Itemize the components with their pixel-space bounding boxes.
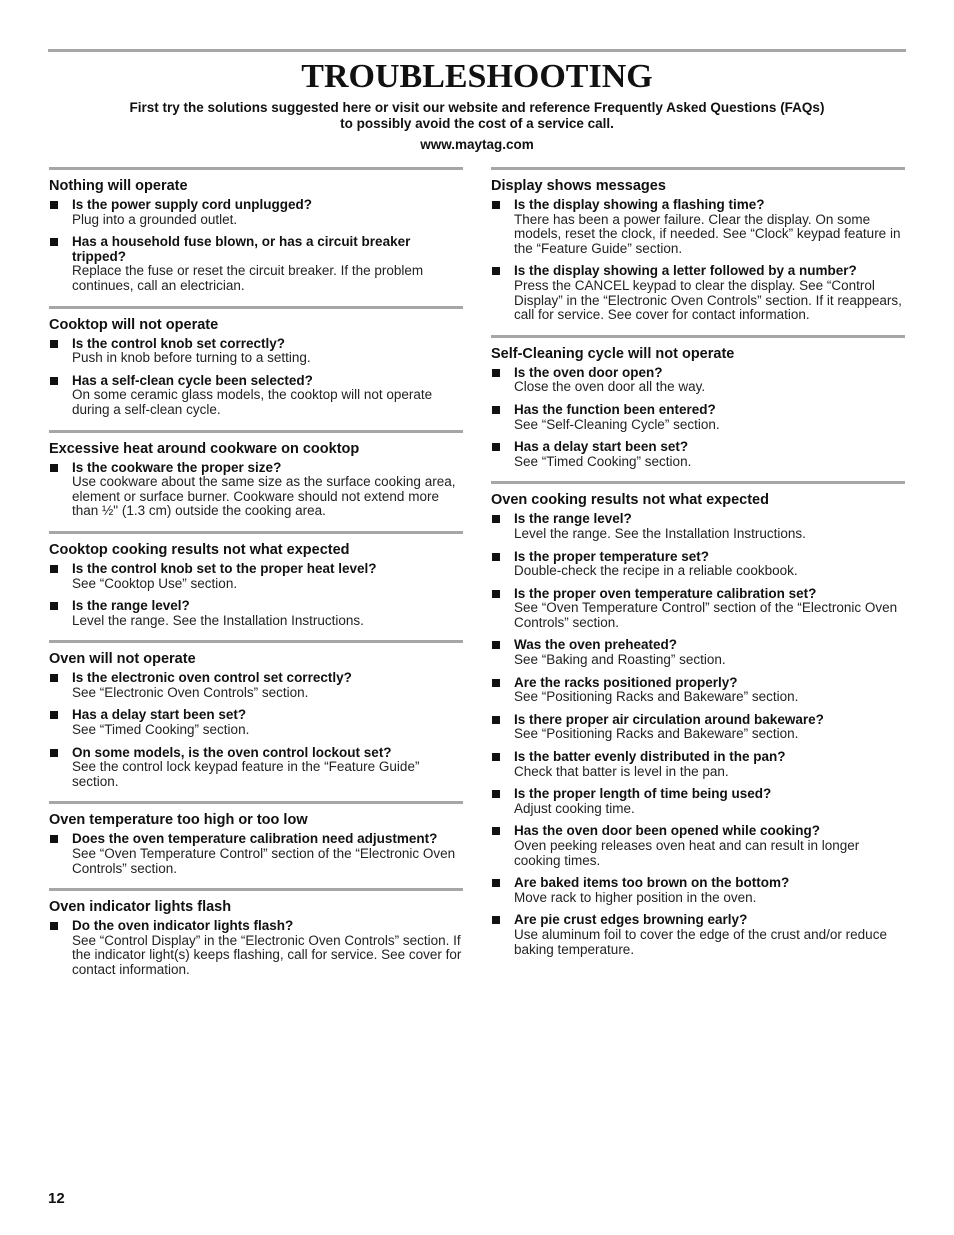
website-link[interactable]: www.maytag.com: [420, 137, 534, 152]
answer-text: See “Timed Cooking” section.: [514, 453, 692, 469]
left-column: [49, 167, 463, 978]
troubleshooting-section: [491, 481, 905, 957]
answer-text: Use cookware about the same size as the surface cooking area, element or surface burner. Cookware should not extend more than ½" (1.3 cm) outside the cooking area.: [72, 474, 456, 519]
answer-text: Close the oven door all the way.: [514, 379, 706, 395]
section-title: Cooktop cooking results not what expected: [49, 541, 350, 558]
list-item: [49, 374, 463, 418]
troubleshooting-section: [49, 888, 463, 977]
answer-text: See “Self-Cleaning Cycle” section.: [514, 416, 720, 432]
question-text: Has a household fuse blown, or has a circuit breaker tripped?: [72, 234, 411, 264]
bullet-icon: [50, 674, 58, 682]
top-rule: [48, 49, 906, 52]
bullet-icon: [492, 406, 500, 414]
answer-text: Adjust cooking time.: [514, 800, 635, 816]
section-title: Self-Cleaning cycle will not operate: [491, 345, 735, 362]
bullet-icon: [492, 879, 500, 887]
answer-text: Double-check the recipe in a reliable cookbook.: [514, 563, 798, 579]
question-text: Is the range level?: [514, 511, 632, 527]
bullet-icon: [492, 515, 500, 523]
answer-text: See “Electronic Oven Controls” section.: [72, 684, 309, 700]
answer-text: Move rack to higher position in the oven.: [514, 889, 757, 905]
question-text: Is the oven door open?: [514, 364, 663, 380]
list-item: [49, 708, 463, 737]
answer-text: See “Oven Temperature Control” section of the “Electronic Oven Controls” section.: [72, 846, 456, 876]
list-item: [49, 337, 463, 366]
list-item: [491, 824, 905, 868]
answer-text: See “Positioning Racks and Bakeware” section.: [514, 726, 799, 742]
answer-text: Use aluminum foil to cover the edge of the crust and/or reduce baking temperature.: [514, 926, 887, 957]
bullet-icon: [492, 716, 500, 724]
answer-text: See “Timed Cooking” section.: [72, 722, 250, 738]
question-text: Is the batter evenly distributed in the pan?: [514, 749, 786, 765]
bullet-icon: [492, 753, 500, 761]
bullet-icon: [492, 679, 500, 687]
bullet-icon: [50, 602, 58, 610]
list-item: [49, 919, 463, 977]
bullet-icon: [50, 377, 58, 385]
bullet-icon: [50, 711, 58, 719]
answer-text: See “Control Display” in the “Electronic Oven Controls” section. If the indicator light(s) keeps flashing, call for service. See cover for contact information.: [72, 932, 462, 977]
answer-text: Oven peeking releases oven heat and can result in longer cooking times.: [514, 838, 860, 868]
list-item: [491, 787, 905, 816]
troubleshooting-section: [491, 167, 905, 323]
list-item: [491, 750, 905, 779]
troubleshooting-section: [49, 640, 463, 789]
question-text: Do the oven indicator lights flash?: [72, 918, 294, 934]
answer-text: Level the range. See the Installation Instructions.: [514, 525, 806, 541]
bullet-icon: [492, 641, 500, 649]
intro-line-2: to possibly avoid the cost of a service call.: [340, 116, 614, 131]
right-column: [491, 167, 905, 957]
question-text: Is the electronic oven control set correctly?: [72, 670, 352, 686]
list-item: [49, 671, 463, 700]
question-text: Is there proper air circulation around bakeware?: [514, 711, 824, 727]
troubleshooting-section: [49, 167, 463, 294]
bullet-icon: [492, 553, 500, 561]
bullet-icon: [492, 790, 500, 798]
intro-line-1: First try the solutions suggested here or visit our website and reference Frequently Asked Questions (FAQs): [129, 100, 825, 115]
bullet-icon: [50, 749, 58, 757]
list-item: [49, 461, 463, 519]
question-text: Is the proper oven temperature calibration set?: [514, 585, 817, 601]
question-text: Is the proper temperature set?: [514, 548, 710, 564]
list-item: [49, 746, 463, 790]
question-text: Was the oven preheated?: [514, 637, 678, 653]
list-item: [491, 512, 905, 541]
section-title: Cooktop will not operate: [49, 316, 219, 333]
bullet-icon: [492, 916, 500, 924]
question-text: Has a delay start been set?: [72, 707, 247, 723]
list-item: [491, 403, 905, 432]
question-text: Is the display showing a letter followed by a number?: [514, 263, 857, 279]
answer-text: See “Cooktop Use” section.: [72, 575, 238, 591]
question-text: Is the power supply cord unplugged?: [72, 197, 313, 212]
question-text: Does the oven temperature calibration need adjustment?: [72, 831, 438, 847]
bullet-icon: [492, 827, 500, 835]
bullet-icon: [492, 369, 500, 377]
answer-text: There has been a power failure. Clear the display. On some models, reset the clock, if needed. See “Clock” keypad feature in the “Feature Guide” section.: [514, 211, 901, 256]
question-text: Has the oven door been opened while cooking?: [514, 823, 821, 839]
page-title: TROUBLESHOOTING: [301, 58, 653, 95]
answer-text: See “Oven Temperature Control” section of the “Electronic Oven Controls” section.: [514, 600, 898, 630]
list-item: [49, 562, 463, 591]
bullet-icon: [50, 238, 58, 246]
question-text: Are the racks positioned properly?: [514, 674, 738, 690]
question-text: On some models, is the oven control lockout set?: [72, 744, 392, 760]
list-item: [491, 440, 905, 469]
list-item: [491, 638, 905, 667]
answer-text: See “Baking and Roasting” section.: [514, 652, 726, 668]
answer-text: Level the range. See the Installation Instructions.: [72, 612, 364, 628]
question-text: Has the function been entered?: [514, 401, 716, 417]
question-text: Is the range level?: [72, 598, 190, 614]
bullet-icon: [492, 201, 500, 209]
question-text: Is the control knob set to the proper heat level?: [72, 560, 377, 576]
question-text: Is the display showing a flashing time?: [514, 197, 765, 212]
answer-text: Check that batter is level in the pan.: [514, 763, 729, 779]
question-text: Is the cookware the proper size?: [72, 459, 282, 475]
troubleshooting-section: [49, 306, 463, 418]
section-title: Nothing will operate: [49, 178, 188, 194]
list-item: [491, 587, 905, 631]
section-title: Oven will not operate: [49, 651, 196, 668]
troubleshooting-section: [49, 531, 463, 628]
question-text: Are pie crust edges browning early?: [514, 912, 748, 928]
section-title: Excessive heat around cookware on cooktop: [49, 440, 360, 457]
list-item: [49, 235, 463, 293]
answer-text: Plug into a grounded outlet.: [72, 211, 238, 227]
section-title: Display shows messages: [491, 178, 666, 194]
answer-text: See “Positioning Racks and Bakeware” section.: [514, 689, 799, 705]
section-title: Oven temperature too high or too low: [49, 812, 308, 829]
answer-text: Replace the fuse or reset the circuit breaker. If the problem continues, call an electrician.: [72, 263, 424, 293]
section-title: Oven indicator lights flash: [49, 899, 232, 916]
intro-text: [0, 100, 954, 132]
answer-text: See the control lock keypad feature in the “Feature Guide” section.: [72, 759, 420, 789]
list-item: [491, 550, 905, 579]
page-number: 12: [48, 1190, 65, 1207]
bullet-icon: [50, 340, 58, 348]
list-item: [491, 713, 905, 742]
list-item: [491, 366, 905, 395]
bullet-icon: [50, 565, 58, 573]
list-item: [49, 599, 463, 628]
section-title: Oven cooking results not what expected: [491, 492, 769, 509]
list-item: [49, 198, 463, 227]
question-text: Is the proper length of time being used?: [514, 786, 772, 802]
question-text: Are baked items too brown on the bottom?: [514, 875, 790, 891]
bullet-icon: [50, 835, 58, 843]
list-item: [491, 198, 905, 256]
list-item: [491, 264, 905, 322]
list-item: [49, 832, 463, 876]
bullet-icon: [492, 267, 500, 275]
troubleshooting-section: [491, 335, 905, 470]
list-item: [491, 676, 905, 705]
answer-text: On some ceramic glass models, the cooktop will not operate during a self-clean cycle.: [72, 387, 433, 417]
question-text: Has a self-clean cycle been selected?: [72, 372, 313, 388]
bullet-icon: [50, 201, 58, 209]
list-item: [491, 913, 905, 957]
bullet-icon: [492, 590, 500, 598]
bullet-icon: [492, 443, 500, 451]
question-text: Is the control knob set correctly?: [72, 335, 286, 351]
bullet-icon: [50, 922, 58, 930]
bullet-icon: [50, 464, 58, 472]
answer-text: Press the CANCEL keypad to clear the display. See “Control Display” in the “Electronic Oven Controls” section. If it reappears, call for service. See cover for contact information.: [514, 277, 902, 323]
answer-text: Push in knob before turning to a setting.: [72, 350, 311, 366]
question-text: Has a delay start been set?: [514, 439, 689, 455]
troubleshooting-section: [49, 801, 463, 876]
list-item: [491, 876, 905, 905]
troubleshooting-section: [49, 430, 463, 519]
